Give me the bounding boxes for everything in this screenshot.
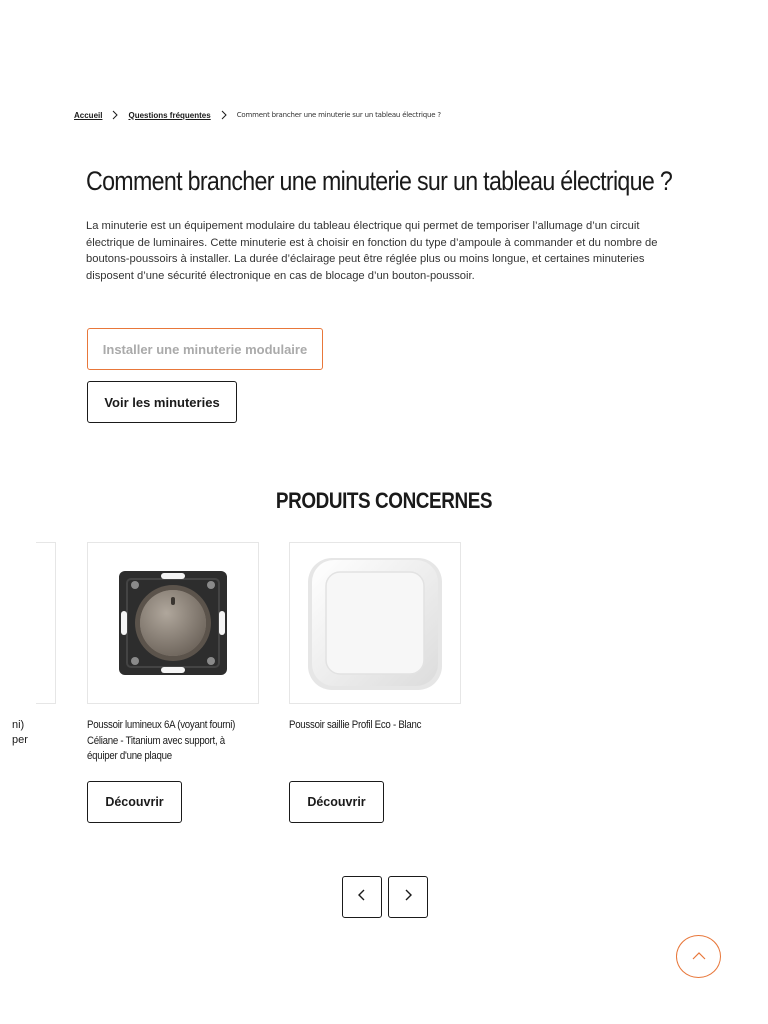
page-title: Comment brancher une minuterie sur un tableau électrique ? [86, 166, 673, 196]
chevron-right-icon [102, 110, 128, 120]
discover-button[interactable]: Découvrir [87, 781, 182, 823]
article-intro: La minuterie est un équipement modulaire du tableau électrique qui permet de temporiser l’allumage d’un circuit électrique de luminaires. Cette minuterie est à choisir en fonction du type d’ampoule à commander et du nombre de boutons-poussoirs à installer. La durée d’éclairage peut être réglée plus ou moins longue, et certaines minuteries disposent d’une sécurité électronique en cas de blocage d’un bouton-poussoir. [86, 220, 658, 282]
carousel-prev-button[interactable] [342, 876, 382, 918]
partial-product-name [12, 718, 56, 748]
titanium-push-button-image[interactable] [87, 542, 259, 704]
breadcrumb-current: Comment brancher une minuterie sur un tableau électrique ? [236, 111, 441, 119]
related-products-title: PRODUITS CONCERNES [275, 488, 493, 513]
carousel-next-button[interactable] [388, 876, 428, 918]
chevron-right-icon [211, 110, 237, 120]
install-timer-button[interactable]: Installer une minuterie modulaire [87, 328, 323, 370]
breadcrumb [74, 110, 441, 120]
product-name[interactable]: Poussoir lumineux 6A (voyant fourni) Céliane - Titanium avec support, à équiper d'une plaque [87, 719, 236, 762]
back-to-top-button[interactable] [676, 935, 721, 978]
breadcrumb-faq-link[interactable]: Questions fréquentes [128, 110, 211, 120]
partial-line-2: per [12, 734, 28, 746]
partial-product-card[interactable] [36, 542, 56, 704]
product-card[interactable] [87, 542, 259, 809]
product-card[interactable] [289, 542, 461, 809]
discover-button[interactable]: Découvrir [289, 781, 384, 823]
partial-line-1: ni) [12, 719, 25, 731]
chevron-left-icon [356, 888, 368, 907]
product-name[interactable]: Poussoir saillie Profil Eco - Blanc [289, 719, 422, 731]
chevron-right-icon [402, 888, 414, 907]
breadcrumb-home-link[interactable]: Accueil [74, 110, 103, 120]
white-surface-push-button-image[interactable] [289, 542, 461, 704]
see-timers-button[interactable]: Voir les minuteries [87, 381, 237, 423]
chevron-up-icon [691, 948, 707, 966]
